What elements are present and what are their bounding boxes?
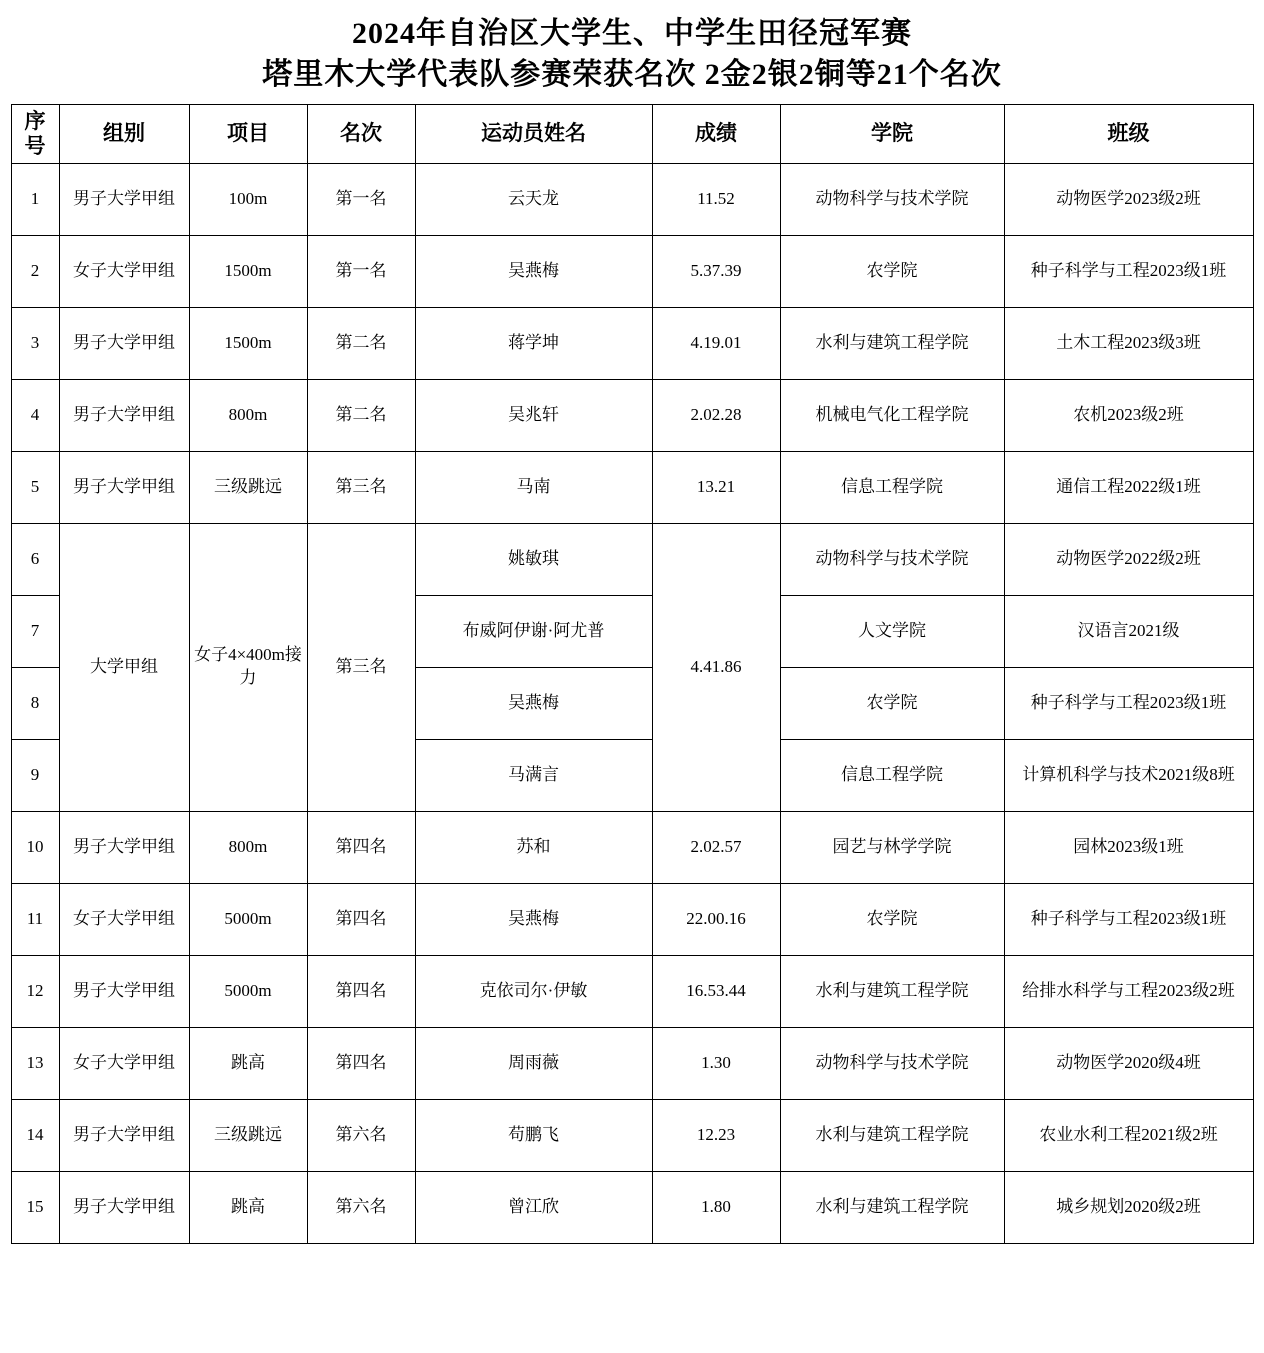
cell-seq: 7 [11, 595, 59, 667]
cell-score: 12.23 [652, 1099, 780, 1171]
cell-group: 男子大学甲组 [59, 163, 189, 235]
cell-group: 男子大学甲组 [59, 1171, 189, 1243]
cell-athlete: 吴燕梅 [415, 883, 652, 955]
cell-class: 种子科学与工程2023级1班 [1004, 667, 1253, 739]
cell-group: 男子大学甲组 [59, 379, 189, 451]
cell-class: 动物医学2023级2班 [1004, 163, 1253, 235]
header-college: 学院 [780, 104, 1004, 163]
cell-college: 园艺与林学学院 [780, 811, 1004, 883]
cell-event: 100m [189, 163, 307, 235]
cell-rank: 第四名 [307, 883, 415, 955]
cell-college: 机械电气化工程学院 [780, 379, 1004, 451]
cell-event: 5000m [189, 883, 307, 955]
header-seq-line-2: 号 [24, 133, 46, 158]
cell-event: 三级跳远 [189, 451, 307, 523]
cell-college: 农学院 [780, 883, 1004, 955]
table-row [11, 811, 1253, 883]
table-row [11, 1027, 1253, 1099]
cell-college: 水利与建筑工程学院 [780, 955, 1004, 1027]
cell-class: 计算机科学与技术2021级8班 [1004, 739, 1253, 811]
cell-seq: 1 [11, 163, 59, 235]
cell-score: 5.37.39 [652, 235, 780, 307]
cell-score: 16.53.44 [652, 955, 780, 1027]
cell-seq: 15 [11, 1171, 59, 1243]
table-header-row [11, 104, 1253, 163]
cell-college: 水利与建筑工程学院 [780, 1171, 1004, 1243]
cell-seq: 9 [11, 739, 59, 811]
cell-class: 动物医学2022级2班 [1004, 523, 1253, 595]
cell-seq: 10 [11, 811, 59, 883]
cell-class: 土木工程2023级3班 [1004, 307, 1253, 379]
cell-group: 女子大学甲组 [59, 235, 189, 307]
title-line-1: 2024年自治区大学生、中学生田径冠军赛 [352, 17, 912, 50]
cell-class: 农业水利工程2021级2班 [1004, 1099, 1253, 1171]
cell-seq: 3 [11, 307, 59, 379]
cell-score: 4.19.01 [652, 307, 780, 379]
cell-class: 汉语言2021级 [1004, 595, 1253, 667]
cell-score: 4.41.86 [652, 523, 780, 811]
cell-college: 农学院 [780, 235, 1004, 307]
cell-score: 22.00.16 [652, 883, 780, 955]
cell-college: 农学院 [780, 667, 1004, 739]
cell-rank: 第一名 [307, 235, 415, 307]
header-event: 项目 [189, 104, 307, 163]
cell-score: 2.02.28 [652, 379, 780, 451]
cell-class: 种子科学与工程2023级1班 [1004, 235, 1253, 307]
cell-athlete: 曾江欣 [415, 1171, 652, 1243]
cell-athlete: 蒋学坤 [415, 307, 652, 379]
cell-seq: 13 [11, 1027, 59, 1099]
cell-athlete: 苟鹏飞 [415, 1099, 652, 1171]
table-row [11, 1099, 1253, 1171]
cell-athlete: 布威阿伊谢·阿尤普 [415, 595, 652, 667]
cell-group: 男子大学甲组 [59, 1099, 189, 1171]
cell-college: 水利与建筑工程学院 [780, 307, 1004, 379]
cell-seq: 12 [11, 955, 59, 1027]
cell-score: 2.02.57 [652, 811, 780, 883]
cell-class: 给排水科学与工程2023级2班 [1004, 955, 1253, 1027]
table-row [11, 1171, 1253, 1243]
cell-college: 信息工程学院 [780, 739, 1004, 811]
cell-athlete: 吴燕梅 [415, 667, 652, 739]
cell-event: 跳高 [189, 1027, 307, 1099]
cell-group: 男子大学甲组 [59, 811, 189, 883]
cell-event: 女子4×400m接力 [189, 523, 307, 811]
cell-college: 动物科学与技术学院 [780, 163, 1004, 235]
table-row [11, 955, 1253, 1027]
document-title [0, 0, 1264, 104]
cell-event: 800m [189, 811, 307, 883]
header-seq-line-1: 序 [24, 109, 46, 134]
cell-rank: 第四名 [307, 811, 415, 883]
cell-event: 5000m [189, 955, 307, 1027]
cell-college: 水利与建筑工程学院 [780, 1099, 1004, 1171]
cell-group: 女子大学甲组 [59, 1027, 189, 1099]
cell-athlete: 姚敏琪 [415, 523, 652, 595]
cell-event: 800m [189, 379, 307, 451]
cell-college: 信息工程学院 [780, 451, 1004, 523]
cell-seq: 11 [11, 883, 59, 955]
cell-score: 1.30 [652, 1027, 780, 1099]
cell-class: 动物医学2020级4班 [1004, 1027, 1253, 1099]
cell-athlete: 周雨薇 [415, 1027, 652, 1099]
cell-class: 种子科学与工程2023级1班 [1004, 883, 1253, 955]
cell-rank: 第一名 [307, 163, 415, 235]
cell-college: 动物科学与技术学院 [780, 523, 1004, 595]
cell-group: 男子大学甲组 [59, 955, 189, 1027]
cell-rank: 第六名 [307, 1171, 415, 1243]
cell-seq: 14 [11, 1099, 59, 1171]
header-athlete: 运动员姓名 [415, 104, 652, 163]
cell-athlete: 马南 [415, 451, 652, 523]
cell-group: 男子大学甲组 [59, 307, 189, 379]
results-table [11, 104, 1254, 1244]
cell-rank: 第二名 [307, 379, 415, 451]
cell-seq: 4 [11, 379, 59, 451]
cell-athlete: 克依司尔·伊敏 [415, 955, 652, 1027]
cell-score: 13.21 [652, 451, 780, 523]
cell-rank: 第六名 [307, 1099, 415, 1171]
cell-college: 人文学院 [780, 595, 1004, 667]
cell-rank: 第二名 [307, 307, 415, 379]
cell-athlete: 苏和 [415, 811, 652, 883]
cell-class: 农机2023级2班 [1004, 379, 1253, 451]
cell-seq: 8 [11, 667, 59, 739]
table-row [11, 235, 1253, 307]
header-group: 组别 [59, 104, 189, 163]
cell-event: 三级跳远 [189, 1099, 307, 1171]
cell-athlete: 吴兆轩 [415, 379, 652, 451]
title-line-2: 塔里木大学代表队参赛荣获名次 2金2银2铜等21个名次 [262, 57, 1002, 91]
cell-event: 跳高 [189, 1171, 307, 1243]
cell-seq: 5 [11, 451, 59, 523]
cell-score: 11.52 [652, 163, 780, 235]
cell-class: 通信工程2022级1班 [1004, 451, 1253, 523]
header-seq [11, 104, 59, 163]
cell-athlete: 云天龙 [415, 163, 652, 235]
cell-athlete: 马满言 [415, 739, 652, 811]
cell-event: 1500m [189, 307, 307, 379]
cell-rank: 第三名 [307, 451, 415, 523]
cell-rank: 第四名 [307, 1027, 415, 1099]
table-row [11, 883, 1253, 955]
cell-event: 1500m [189, 235, 307, 307]
cell-class: 园林2023级1班 [1004, 811, 1253, 883]
cell-college: 动物科学与技术学院 [780, 1027, 1004, 1099]
cell-class: 城乡规划2020级2班 [1004, 1171, 1253, 1243]
cell-score: 1.80 [652, 1171, 780, 1243]
cell-group: 女子大学甲组 [59, 883, 189, 955]
cell-rank: 第三名 [307, 523, 415, 811]
table-row [11, 307, 1253, 379]
cell-athlete: 吴燕梅 [415, 235, 652, 307]
table-row [11, 163, 1253, 235]
cell-seq: 6 [11, 523, 59, 595]
table-row [11, 523, 1253, 595]
cell-rank: 第四名 [307, 955, 415, 1027]
header-rank: 名次 [307, 104, 415, 163]
cell-seq: 2 [11, 235, 59, 307]
table-row [11, 379, 1253, 451]
cell-group: 男子大学甲组 [59, 451, 189, 523]
table-row [11, 451, 1253, 523]
header-score: 成绩 [652, 104, 780, 163]
cell-group: 大学甲组 [59, 523, 189, 811]
header-class: 班级 [1004, 104, 1253, 163]
